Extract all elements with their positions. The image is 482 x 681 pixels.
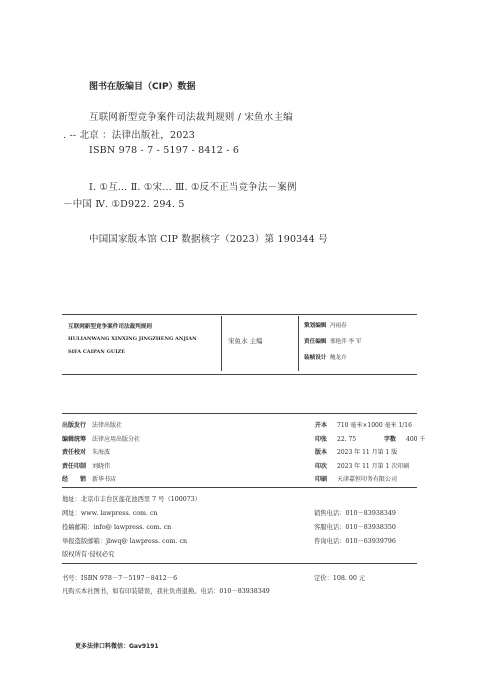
contact-address: 地址：北京市丰台区莲花池西里 7 号（100073） <box>62 496 202 503</box>
meta-label: 版本 <box>315 449 328 456</box>
contact-website: 网址：www. lawpress. com. cn <box>62 510 158 517</box>
editor-value: 邢艳萍 李 军 <box>329 339 362 345</box>
rights-notice: 版权所有·侵权必究 <box>62 551 115 558</box>
editor-label: 责任编辑 <box>304 339 327 345</box>
cip-line-record: 中国国家版本馆 CIP 数据核字（2023）第 190344 号 <box>89 234 328 245</box>
meta-value: 400 千 <box>406 436 426 443</box>
meta-label: 印次 <box>315 463 328 470</box>
divider-vertical-2 <box>298 316 299 371</box>
meta-value: 2023 年 11 月第 1 次印刷 <box>337 463 410 470</box>
divider-meta-top <box>62 413 417 414</box>
editor-label: 装帧设计 <box>304 355 327 361</box>
editor-row <box>304 337 361 345</box>
meta-value: 法律出版社 <box>92 422 123 429</box>
meta-value: 22. 75 <box>337 436 357 443</box>
book-author: 宋鱼水 主编 <box>228 337 263 345</box>
divider-top <box>62 314 417 315</box>
contact-submission-email: 投稿邮箱：info@ lawpress. com. cn <box>62 524 172 531</box>
footer-text: 更多法律口料微信：Gav9191 <box>75 643 159 650</box>
meta-label: 开本 <box>315 422 328 429</box>
cip-title: 图书在版编目（CIP）数据 <box>89 82 196 92</box>
meta-row <box>62 474 116 483</box>
editor-value: 鲍龙卉 <box>329 355 347 361</box>
meta-value: 710 毫米×1000 毫米 1/16 <box>337 422 412 429</box>
meta-row <box>62 447 110 456</box>
contact-sales-phone: 销售电话：010－83938349 <box>314 510 396 517</box>
meta-row <box>62 420 122 429</box>
meta-value: 新华书店 <box>92 476 117 483</box>
meta-row <box>62 434 140 443</box>
meta-sheets <box>315 434 356 443</box>
editor-row <box>304 321 347 329</box>
divider-vertical-1 <box>221 316 222 371</box>
divider-isbn-top <box>62 563 417 564</box>
meta-value: 朱海波 <box>92 449 111 456</box>
meta-printer <box>315 474 397 483</box>
meta-label: 经 销 <box>62 476 87 483</box>
meta-value: 法律应用出版分社 <box>92 436 141 443</box>
divider-meta-bottom <box>62 487 417 488</box>
cip-line-publisher: . -- 北京 ：法律出版社，2023 <box>63 130 195 141</box>
meta-label: 责任印制 <box>62 463 87 470</box>
cip-line-classification: Ⅰ. ①互… Ⅱ. ①宋… Ⅲ. ①反不正当竞争法－案例 <box>89 182 297 193</box>
meta-printing <box>315 461 409 470</box>
return-notice: 凡购买本社图书，如有印装错误，我社负责退换。电话：010－83938349 <box>62 588 270 595</box>
meta-words <box>384 434 425 443</box>
meta-label: 字数 <box>384 436 397 443</box>
meta-value: 刘晓伟 <box>92 463 111 470</box>
contact-service-phone: 客服电话：010－83938350 <box>314 524 396 531</box>
meta-label: 印刷 <box>315 476 328 483</box>
cip-line-isbn: ISBN 978 - 7 - 5197 - 8412 - 6 <box>89 145 240 156</box>
divider-book-bottom <box>62 374 417 375</box>
cip-line-clc: －中国 Ⅳ. ①D922. 294. 5 <box>63 199 185 210</box>
editor-value: 冯雨春 <box>329 323 347 329</box>
price-line: 定价：108. 00 元 <box>314 575 366 582</box>
meta-format <box>315 420 412 429</box>
meta-label: 编辑统筹 <box>62 436 87 443</box>
meta-edition <box>315 447 397 456</box>
meta-value: 2023 年 11 月第 1 版 <box>337 449 398 456</box>
isbn-line: 书号：ISBN 978－7－5197－8412－6 <box>62 575 178 582</box>
editor-label: 策划编辑 <box>304 323 327 329</box>
contact-report-email: 举报盗版邮箱：jbwq@ lawpress. com. cn <box>62 538 188 545</box>
book-title-pinyin-1: HULIANWANG XINXING JINGZHENG ANJIAN <box>68 336 197 342</box>
meta-label: 出版发行 <box>62 422 87 429</box>
contact-consult-phone: 咨询电话：010－63939796 <box>314 538 396 545</box>
cip-line-title: 互联网新型竞争案件司法裁判规则 / 宋鱼水主编 <box>89 112 293 123</box>
meta-value: 天津嘉恒印务有限公司 <box>337 476 398 483</box>
editor-row <box>304 353 347 361</box>
meta-label: 责任校对 <box>62 449 87 456</box>
book-title: 互联网新型竞争案件司法裁判规则 <box>68 324 152 330</box>
meta-row <box>62 461 110 470</box>
book-title-pinyin-2: SIFA CAIPAN GUIZE <box>68 349 126 355</box>
meta-label: 印张 <box>315 436 328 443</box>
